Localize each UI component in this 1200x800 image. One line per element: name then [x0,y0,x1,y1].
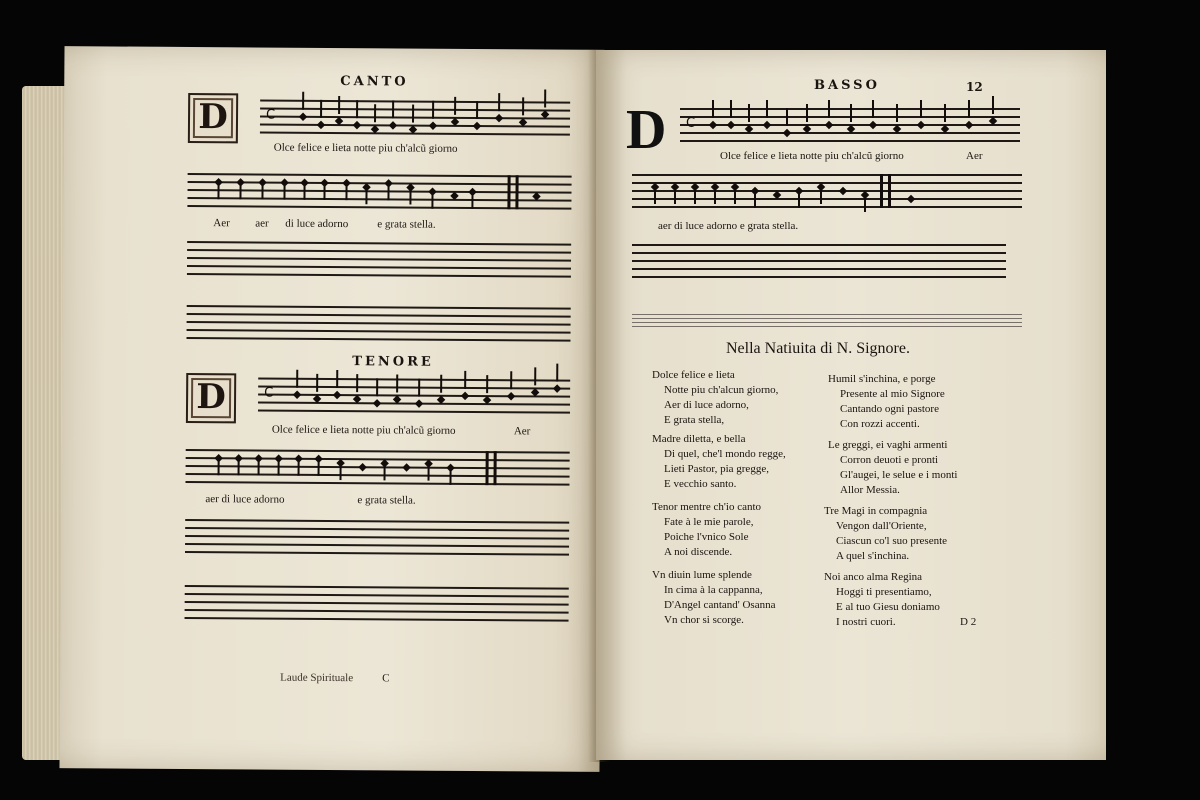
verse-line: Vn chor si scorge. [664,614,744,626]
basso-header: BASSO [814,78,880,93]
verse-line: D'Angel cantand' Osanna [664,599,776,611]
stanza-left-1 [652,368,778,428]
verse-line: Hoggi ti presentiamo, [836,586,932,598]
c-clef-icon: C [265,107,276,123]
verse-line: Tre Magi in compagnia [824,505,928,517]
verse-line: E vecchio santo. [664,478,737,490]
basso-initial: D [626,99,667,161]
stanza-right-3 [824,504,947,564]
canto-lyric-word-1: Aer [213,217,230,230]
empty-staff-1 [187,241,571,278]
verse-line: Noi anco alma Regina [824,571,923,583]
verse-line: Humil s'inchina, e porge [828,373,936,385]
tenore-lyric-line-1: Olce felice e lieta notte piu ch'alcũ giorno [271,423,456,437]
poem-title: Nella Natiuita di N. Signore. [726,340,910,357]
canto-ornate-initial: D [188,93,238,143]
canto-lyric-word-2: aer [255,217,269,230]
c-clef-icon: C [686,116,696,131]
right-page [596,50,1106,760]
basso-staff-1 [680,108,1020,142]
tenore-lyric-line-2-end: e grata stella. [357,494,416,507]
verse-line: Fate à le mie parole, [664,516,754,528]
verse-line: Ciascun co'l suo presente [836,535,948,547]
verse-line: Cantando ogni pastore [840,403,939,415]
verse-line: Corron deuoti e pronti [840,454,939,466]
signature-mark: D 2 [960,616,977,628]
verse-line: A quel s'inchina. [836,550,910,562]
verse-line: Dolce felice e lieta [652,369,735,381]
verse-line: I nostri cuori. [836,616,896,628]
verse-line: Notte piu ch'alcun giorno, [664,384,779,396]
canto-staff-2 [187,173,571,210]
tenore-staff-1 [258,377,570,413]
verse-line: E grata stella, [664,414,725,426]
canto-lyric-word-4: e grata stella. [377,218,436,231]
stanza-left-3 [652,500,761,560]
page-number: 12 [966,80,983,94]
basso-lyric-line-1-end: Aer [966,150,983,162]
tenore-lyric-line-2: aer di luce adorno [205,493,285,506]
verse-line: Le greggi, ei vaghi armenti [828,439,948,451]
verse-line: Gl'augei, le selue e i monti [840,469,958,481]
verse-line: Poiche l'vnico Sole [664,531,749,543]
verse-line: In cima à la cappanna, [664,584,763,596]
basso-lyric-line-2: aer di luce adorno e grata stella. [658,220,799,232]
empty-staff-4 [185,585,569,622]
verse-line: Vn diuin lume splende [652,569,752,581]
verse-line: Di quel, che'l mondo regge, [664,448,786,460]
stanza-left-4 [652,568,775,628]
stanza-right-1 [828,372,945,432]
tenore-ornate-initial: D [186,373,236,423]
faint-staff [632,314,1022,330]
stanza-right-4 [824,570,940,630]
basso-staff-2 [632,174,1022,208]
stanza-right-2 [828,438,957,498]
canto-lyric-word-3: di luce adorno [285,217,349,231]
verse-line: Con rozzi accenti. [840,418,920,430]
verse-line: Allor Messia. [840,484,900,496]
canto-staff-1 [260,99,570,135]
verse-line: Vengon dall'Oriente, [836,520,927,532]
basso-lyric-line-1: Olce felice e lieta notte piu ch'alcũ giorno [720,150,904,162]
tenore-header: TENORE [352,354,434,370]
verse-line: Madre diletta, e bella [652,433,746,445]
empty-staff-3 [185,519,569,556]
empty-staff-5 [632,244,1006,278]
tenore-staff-2 [185,449,569,486]
verse-line: Aer di luce adorno, [664,399,749,411]
page-footer: Laude Spirituale [280,671,354,685]
verse-line: Presente al mio Signore [840,388,945,400]
signature-mark: C [382,672,390,685]
verse-line: A noi discende. [664,546,733,558]
left-page [59,46,604,772]
c-clef-icon: C [264,385,274,401]
verse-line: Tenor mentre ch'io canto [652,501,762,513]
verse-line: Lieti Pastor, pia gregge, [664,463,769,475]
empty-staff-2 [186,305,570,342]
verse-line: E al tuo Giesu doniamo [836,601,940,613]
canto-lyric-line-1: Olce felice e lieta notte piu ch'alcũ giorno [273,141,458,155]
canto-header: CANTO [340,74,409,90]
tenore-lyric-line-1-end: Aer [513,425,531,438]
stanza-left-2 [652,432,786,492]
